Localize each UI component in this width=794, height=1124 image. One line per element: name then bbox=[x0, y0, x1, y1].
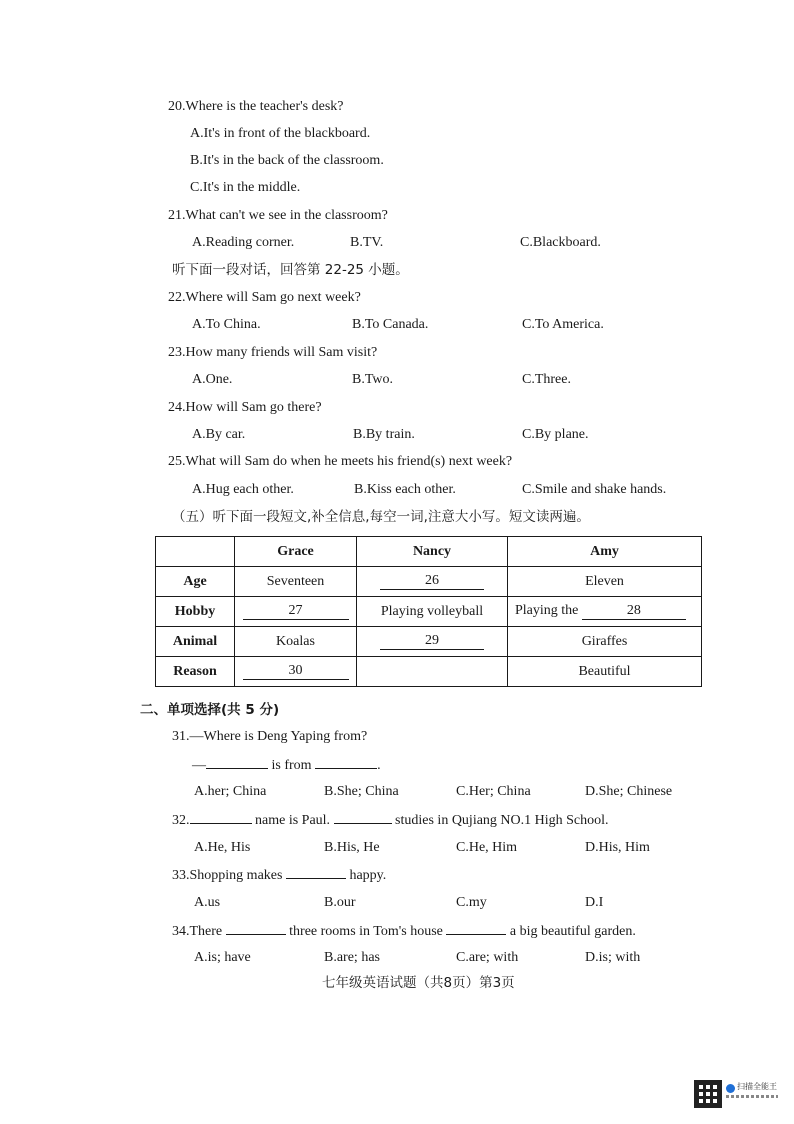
table-row bbox=[156, 657, 702, 687]
q33-stem bbox=[172, 866, 386, 885]
q31-end: . bbox=[377, 758, 381, 773]
grace-age: Seventeen bbox=[235, 567, 357, 597]
q31-blank-2[interactable] bbox=[315, 756, 377, 769]
section5-instruction: （五）听下面一段短文,补全信息,每空一词,注意大小写。短文读两遍。 bbox=[172, 509, 590, 525]
blank-29[interactable]: 29 bbox=[380, 633, 484, 650]
section2-title: 二、单项选择(共 5 分) bbox=[140, 702, 280, 718]
scanner-stamp bbox=[694, 1080, 782, 1110]
q23-option-c: C.Three. bbox=[522, 372, 571, 387]
q20-option-c: C.It's in the middle. bbox=[190, 180, 301, 195]
q32-option-c: C.He, Him bbox=[456, 840, 518, 855]
q33-option-d: D.I bbox=[585, 895, 604, 910]
q31-answer-line bbox=[192, 756, 381, 775]
q31-option-b: B.She; China bbox=[324, 784, 399, 799]
q34-end: a big beautiful garden. bbox=[509, 924, 636, 939]
q31-stem: 31.—Where is Deng Yaping from? bbox=[172, 729, 368, 744]
q23-option-b: B.Two. bbox=[352, 372, 394, 387]
q34-stem bbox=[172, 922, 636, 941]
q33-option-b: B.our bbox=[324, 895, 356, 910]
q20-option-b: B.It's in the back of the classroom. bbox=[190, 153, 384, 168]
q21-option-b: B.TV. bbox=[350, 235, 384, 250]
table-header-row bbox=[156, 537, 702, 567]
q31-blank-1[interactable] bbox=[206, 756, 268, 769]
grace-animal: Koalas bbox=[235, 627, 357, 657]
table-header-nancy: Nancy bbox=[357, 537, 508, 567]
table-header-amy: Amy bbox=[508, 537, 702, 567]
q33-option-c: C.my bbox=[456, 895, 487, 910]
table-row bbox=[156, 627, 702, 657]
q34-option-c: C.are; with bbox=[456, 950, 519, 965]
q22-option-c: C.To America. bbox=[522, 317, 604, 332]
table-header-empty bbox=[156, 537, 235, 567]
q20-stem: 20.Where is the teacher's desk? bbox=[168, 99, 344, 114]
q21-option-a: A.Reading corner. bbox=[192, 235, 295, 250]
row-label-age: Age bbox=[156, 567, 235, 597]
q25-stem: 25.What will Sam do when he meets his friend(s) next week? bbox=[168, 454, 513, 469]
q25-option-b: B.Kiss each other. bbox=[354, 482, 456, 497]
table-row bbox=[156, 567, 702, 597]
blank-28[interactable]: 28 bbox=[582, 603, 686, 620]
q21-stem: 21.What can't we see in the classroom? bbox=[168, 208, 388, 223]
q33-start: 33.Shopping makes bbox=[172, 868, 283, 883]
qr-code-icon bbox=[694, 1080, 722, 1108]
q32-option-b: B.His, He bbox=[324, 840, 380, 855]
q20-option-a: A.It's in front of the blackboard. bbox=[190, 126, 371, 141]
row-label-animal: Animal bbox=[156, 627, 235, 657]
amy-animal: Giraffes bbox=[508, 627, 702, 657]
info-table bbox=[155, 536, 702, 687]
q22-option-a: A.To China. bbox=[192, 317, 261, 332]
amy-hobby-prefix: Playing the bbox=[515, 603, 579, 618]
q32-option-a: A.He, His bbox=[194, 840, 251, 855]
q34-mid: three rooms in Tom's house bbox=[289, 924, 443, 939]
q31-option-d: D.She; Chinese bbox=[585, 784, 673, 799]
blank-27[interactable]: 27 bbox=[243, 603, 349, 620]
q31-mid: is from bbox=[271, 758, 312, 773]
q33-option-a: A.us bbox=[194, 895, 221, 910]
q25-option-a: A.Hug each other. bbox=[192, 482, 294, 497]
q34-start: 34.There bbox=[172, 924, 223, 939]
q34-blank-2[interactable] bbox=[446, 922, 506, 935]
q23-option-a: A.One. bbox=[192, 372, 233, 387]
q34-option-b: B.are; has bbox=[324, 950, 380, 965]
q32-blank-1[interactable] bbox=[190, 811, 252, 824]
amy-age: Eleven bbox=[508, 567, 702, 597]
amy-reason: Beautiful bbox=[508, 657, 702, 687]
q33-blank[interactable] bbox=[286, 866, 346, 879]
q24-stem: 24.How will Sam go there? bbox=[168, 400, 322, 415]
blank-30[interactable]: 30 bbox=[243, 663, 349, 680]
q32-stem bbox=[172, 811, 609, 830]
table-header-grace: Grace bbox=[235, 537, 357, 567]
q34-option-a: A.is; have bbox=[194, 950, 251, 965]
q24-option-c: C.By plane. bbox=[522, 427, 589, 442]
row-label-reason: Reason bbox=[156, 657, 235, 687]
scanner-logo-icon bbox=[726, 1084, 735, 1093]
scanner-fine-print bbox=[726, 1095, 778, 1098]
nancy-hobby: Playing volleyball bbox=[357, 597, 508, 627]
q32-option-d: D.His, Him bbox=[585, 840, 650, 855]
q34-blank-1[interactable] bbox=[226, 922, 286, 935]
nancy-reason bbox=[357, 657, 508, 687]
page-footer: 七年级英语试题（共8页）第3页 bbox=[322, 975, 515, 991]
q32-number: 32. bbox=[172, 813, 190, 828]
table-row bbox=[156, 597, 702, 627]
q25-option-c: C.Smile and shake hands. bbox=[522, 482, 667, 497]
q24-option-b: B.By train. bbox=[353, 427, 415, 442]
q21-option-c: C.Blackboard. bbox=[520, 235, 601, 250]
row-label-hobby: Hobby bbox=[156, 597, 235, 627]
q32-end: studies in Qujiang NO.1 High School. bbox=[395, 813, 609, 828]
q31-option-a: A.her; China bbox=[194, 784, 267, 799]
q33-end: happy. bbox=[349, 868, 387, 883]
blank-26[interactable]: 26 bbox=[380, 573, 484, 590]
q24-option-a: A.By car. bbox=[192, 427, 246, 442]
instruction-22-25: 听下面一段对话，回答第 22-25 小题。 bbox=[172, 262, 409, 278]
q32-blank-2[interactable] bbox=[334, 811, 392, 824]
q23-stem: 23.How many friends will Sam visit? bbox=[168, 345, 378, 360]
q22-option-b: B.To Canada. bbox=[352, 317, 429, 332]
scanner-brand: 扫描全能王 bbox=[737, 1082, 777, 1091]
q32-mid: name is Paul. bbox=[255, 813, 331, 828]
q22-stem: 22.Where will Sam go next week? bbox=[168, 290, 361, 305]
q34-option-d: D.is; with bbox=[585, 950, 641, 965]
q31-dash: — bbox=[192, 758, 206, 773]
q31-option-c: C.Her; China bbox=[456, 784, 531, 799]
